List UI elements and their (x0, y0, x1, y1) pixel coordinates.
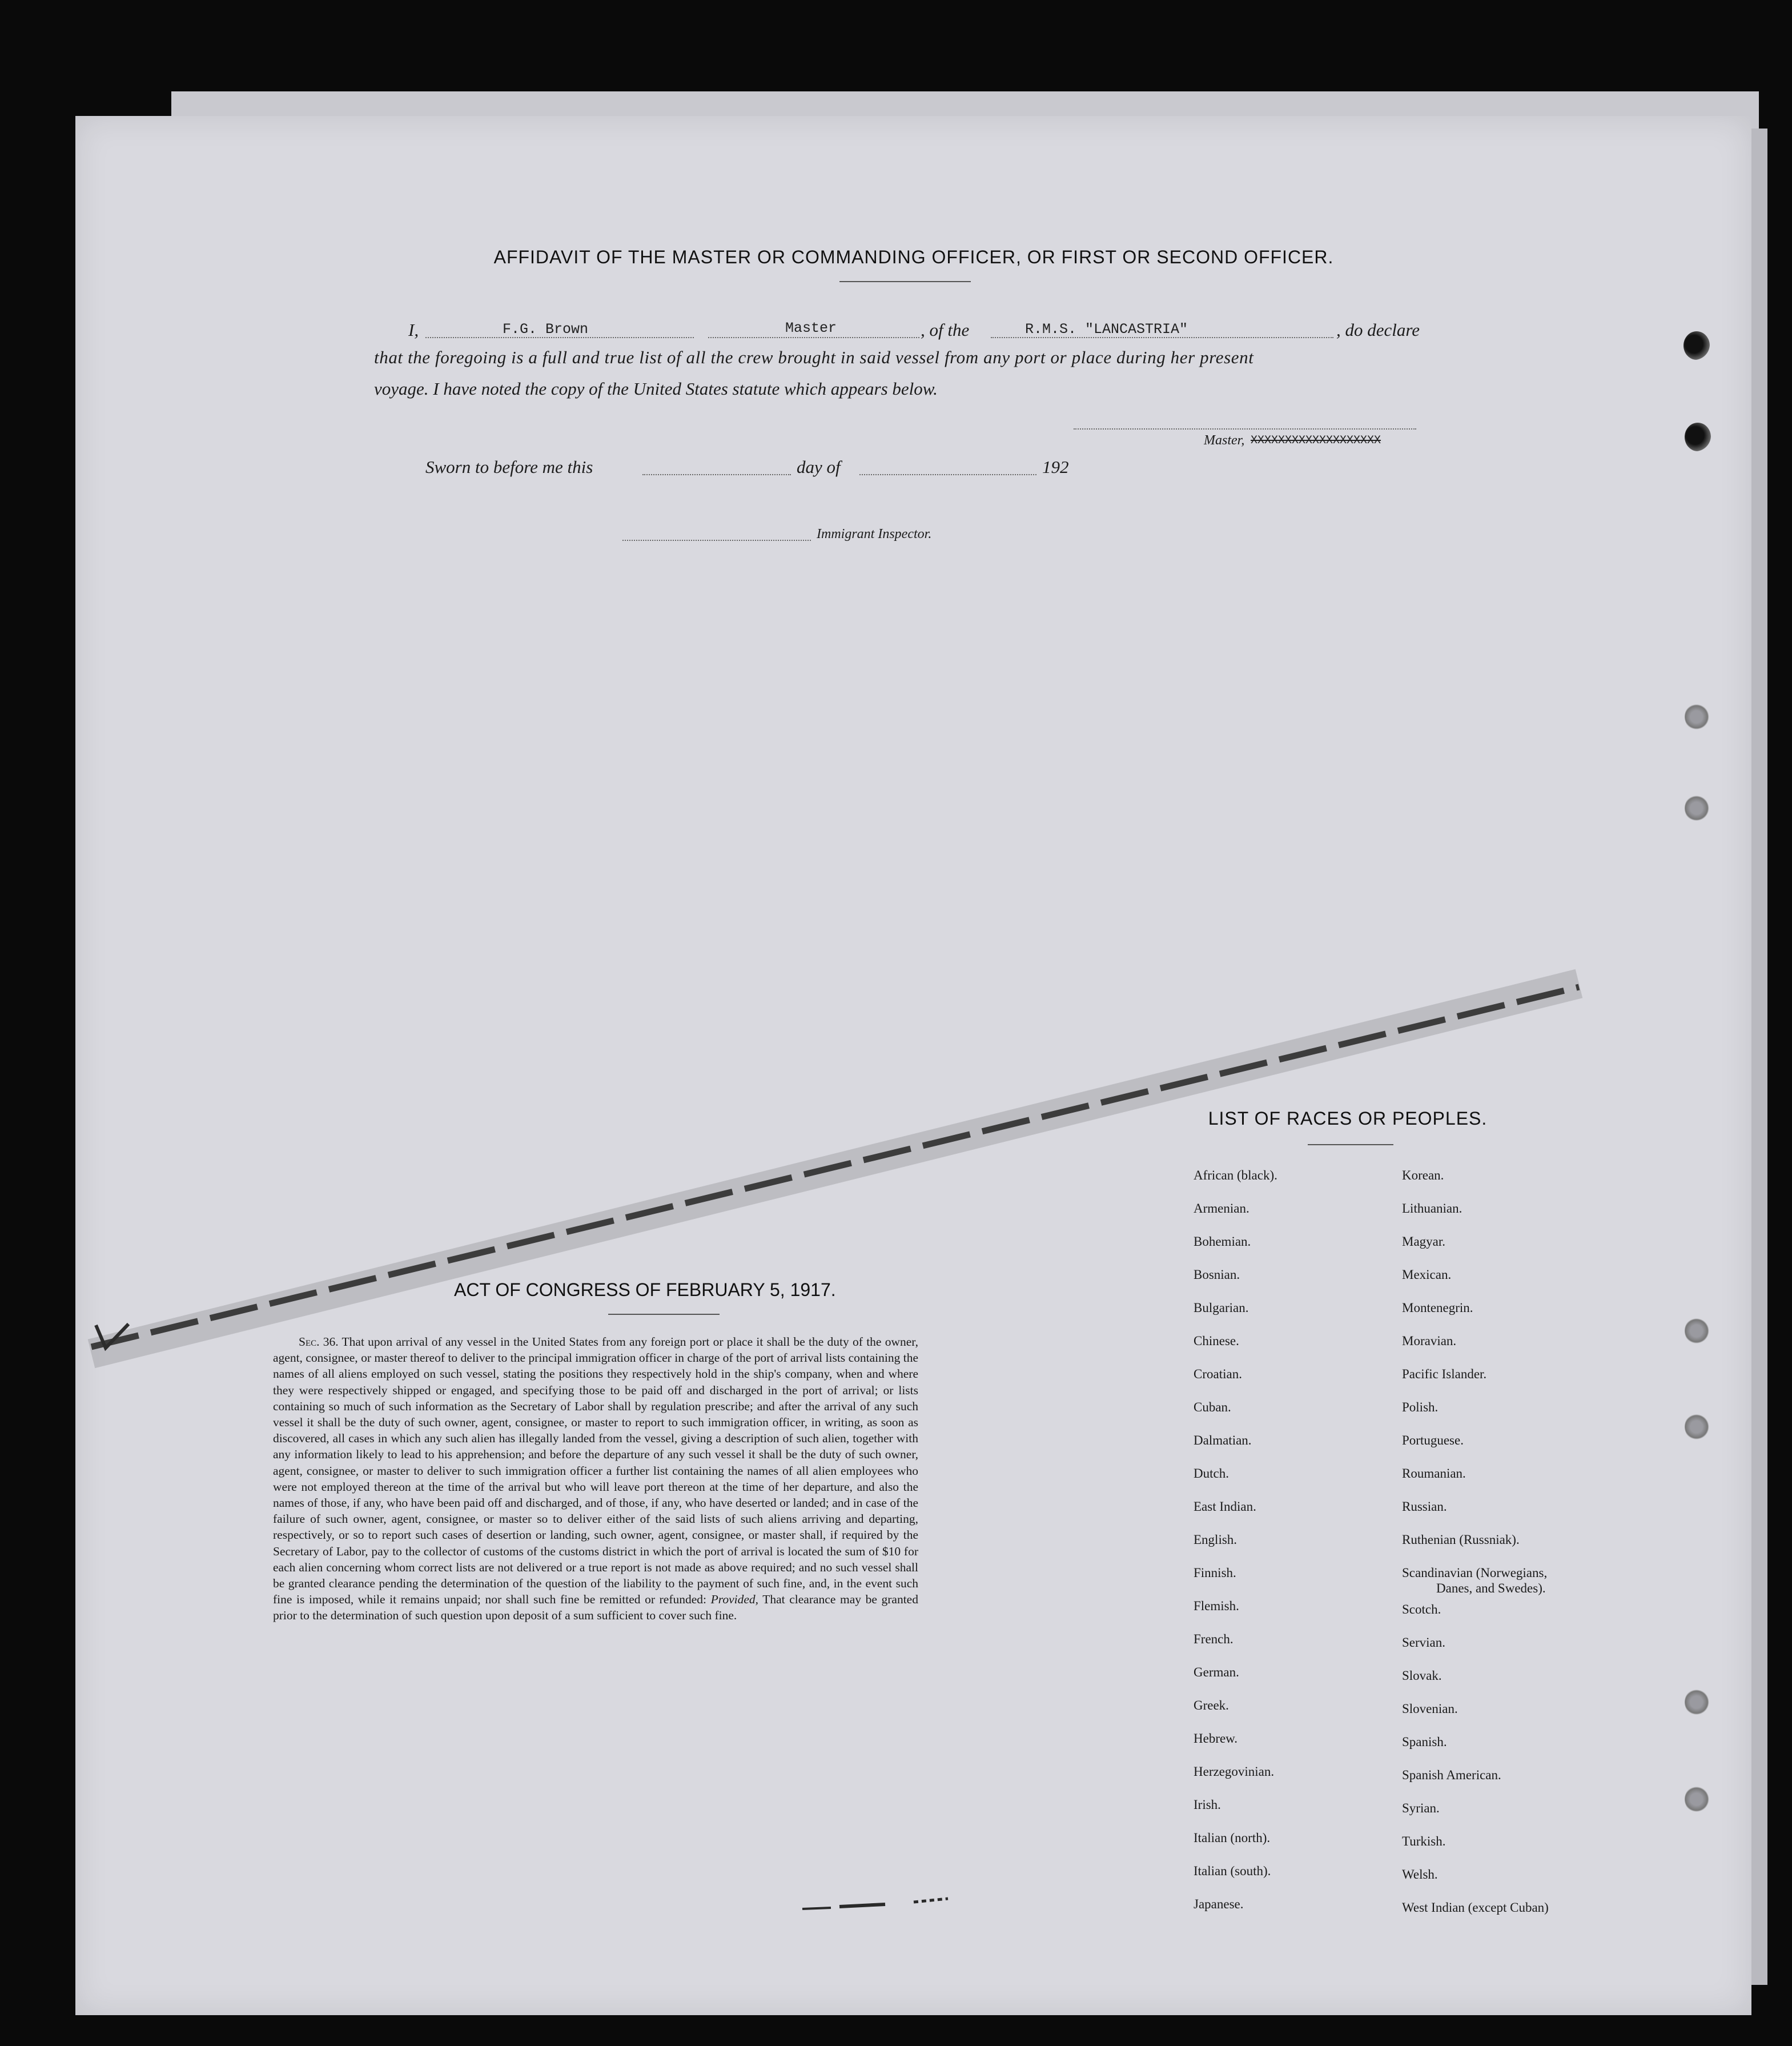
race-item: Scandinavian (Norwegians, (1402, 1566, 1548, 1580)
race-item: Dutch. (1194, 1466, 1229, 1481)
inspector-label: Immigrant Inspector. (817, 527, 932, 541)
of-the-label: , of the (921, 320, 970, 340)
section-label: Sec. 36. (299, 1335, 339, 1349)
i-label: I, (408, 320, 419, 340)
act-title-rule (608, 1314, 720, 1315)
race-item: Dalmatian. (1194, 1433, 1252, 1447)
race-item: Flemish. (1194, 1599, 1239, 1613)
struck-out-title: XXXXXXXXXXXXXXXXXXX (1251, 434, 1381, 447)
race-item: Finnish. (1194, 1566, 1236, 1580)
race-item: Montenegrin. (1402, 1301, 1473, 1315)
year-label: 192 (1042, 457, 1069, 477)
race-item: Bulgarian. (1194, 1301, 1249, 1315)
master-label: Master, (1204, 433, 1245, 448)
race-item: Mexican. (1402, 1267, 1452, 1282)
section-tail: That clearance may be granted prior to the determination of such question upon deposit of a sum sufficient to cover such fine. (273, 1592, 918, 1623)
declaration-line-2: that the foregoing is a full and true list of all the crew brought in said vessel from any port or place during her present (374, 347, 1254, 367)
race-item: Croatian. (1194, 1367, 1242, 1381)
race-item: Servian. (1402, 1635, 1446, 1650)
race-item: Japanese. (1194, 1897, 1244, 1911)
race-item: Slovenian. (1402, 1702, 1458, 1716)
race-item: Italian (north). (1194, 1831, 1271, 1845)
race-item: English. (1194, 1533, 1237, 1547)
vessel-name: R.M.S. "LANCASTRIA" (1025, 321, 1188, 338)
race-item: Welsh. (1402, 1867, 1438, 1881)
race-item: Herzegovinian. (1194, 1764, 1275, 1779)
rank-value: Master (785, 320, 837, 336)
races-title: LIST OF RACES OR PEOPLES. (1208, 1108, 1488, 1129)
punch-hole-icon (1685, 703, 1711, 731)
race-item: Polish. (1402, 1400, 1439, 1414)
race-item: Portuguese. (1402, 1433, 1464, 1447)
punch-hole-icon (1685, 423, 1711, 451)
master-name: F.G. Brown (503, 321, 589, 338)
punch-hole-icon (1685, 794, 1711, 823)
race-item: Italian (south). (1194, 1864, 1271, 1878)
punch-hole-icon (1683, 331, 1710, 360)
affidavit-title: AFFIDAVIT OF THE MASTER OR COMMANDING OFFICER, OR FIRST OR SECOND OFFICER. (493, 247, 1334, 267)
race-item: Spanish American. (1402, 1768, 1501, 1782)
act-section-text (273, 1334, 918, 1624)
race-item: Lithuanian. (1402, 1201, 1462, 1215)
race-item: East Indian. (1194, 1499, 1256, 1514)
race-item: German. (1194, 1665, 1239, 1679)
race-item: Spanish. (1402, 1735, 1447, 1749)
race-item: French. (1194, 1632, 1233, 1646)
punch-hole-icon (1685, 1785, 1711, 1814)
race-item: Cuban. (1194, 1400, 1231, 1414)
race-item: Moravian. (1402, 1334, 1457, 1348)
race-item: Irish. (1194, 1798, 1221, 1812)
race-item: West Indian (except Cuban) (1402, 1900, 1549, 1915)
punch-hole-icon (1685, 1688, 1711, 1716)
race-item: Hebrew. (1194, 1731, 1238, 1746)
race-item: Russian. (1402, 1499, 1447, 1514)
race-item: Bohemian. (1194, 1234, 1251, 1249)
punch-hole-icon (1685, 1413, 1711, 1441)
punch-hole-icon (1685, 1317, 1711, 1345)
race-item: Roumanian. (1402, 1466, 1466, 1481)
act-title: ACT OF CONGRESS OF FEBRUARY 5, 1917. (454, 1279, 836, 1300)
race-item: Pacific Islander. (1402, 1367, 1487, 1381)
day-of-label: day of (797, 457, 841, 477)
sworn-label: Sworn to before me this (425, 457, 593, 477)
race-item: Turkish. (1402, 1834, 1446, 1848)
race-item: Scotch. (1402, 1602, 1441, 1616)
stray-marks (799, 1885, 982, 1919)
section-body: That upon arrival of any vessel in the United States from any foreign port or place it shall be the duty of the owner, agent, consignee, or master thereof to deliver to the principal immigration officer in charge of the port of arrival lists containing the names of all aliens employed on such vessel, stating the positions they respectively hold in the ship's company, when and where they were respectively shipped or engaged, and specifying those to be paid off and discharged in the port of arrival; or lists containing so much of such information as the Secretary of Labor shall by regulation prescribe; and after the arrival of any such vessel it shall be the duty of such owner, agent, consignee, or master to report to such immigration officer, in writing, as soon as discovered, all cases in which any such alien has illegally landed from the vessel, giving a description of such alien, together with any information likely to lead to his apprehension; and before the departure of any such vessel it shall be the duty of such owner, agent, consignee, or master to deliver to such immigration officer a further list containing the names of all alien employees who were not employed thereon at the time of the arrival but who will leave port thereon at the time of her departure, and also the names of those, if any, who have been paid off and discharged, and of those, if any, who have deserted or landed; and in case of the failure of such owner, agent, consignee, or master so to deliver either of the said lists of such aliens arriving and departing, respectively, or so to report such cases of desertion or landing, such owner, agent, consignee, or master shall, if required by the Secretary of Labor, pay to the collector of customs of the customs district in which the port of arrival is located the sum of $10 for each alien concerning whom correct lists are not delivered or a true report is not made as above required; and no such vessel shall be granted clearance pending the determination of the question of the liability to the payment of such fine, and, in the event such fine is imposed, while it remains unpaid; nor shall such fine be remitted or refunded: (273, 1335, 918, 1607)
race-item: Armenian. (1194, 1201, 1249, 1215)
race-item: Magyar. (1402, 1234, 1446, 1249)
races-title-rule (1308, 1144, 1393, 1145)
race-item: Ruthenian (Russniak). (1402, 1533, 1520, 1547)
race-item: African (black). (1194, 1168, 1277, 1182)
race-item: Chinese. (1194, 1334, 1239, 1348)
race-item: Syrian. (1402, 1801, 1440, 1815)
race-item: Slovak. (1402, 1668, 1442, 1683)
race-item: Korean. (1402, 1168, 1444, 1182)
declaration-line-3: voyage. I have noted the copy of the United States statute which appears below. (374, 379, 938, 399)
provided-word: Provided, (710, 1592, 759, 1607)
do-declare-label: , do declare (1336, 320, 1420, 340)
race-item: Danes, and Swedes). (1436, 1581, 1546, 1595)
race-item: Greek. (1194, 1698, 1229, 1712)
race-item: Bosnian. (1194, 1267, 1240, 1282)
